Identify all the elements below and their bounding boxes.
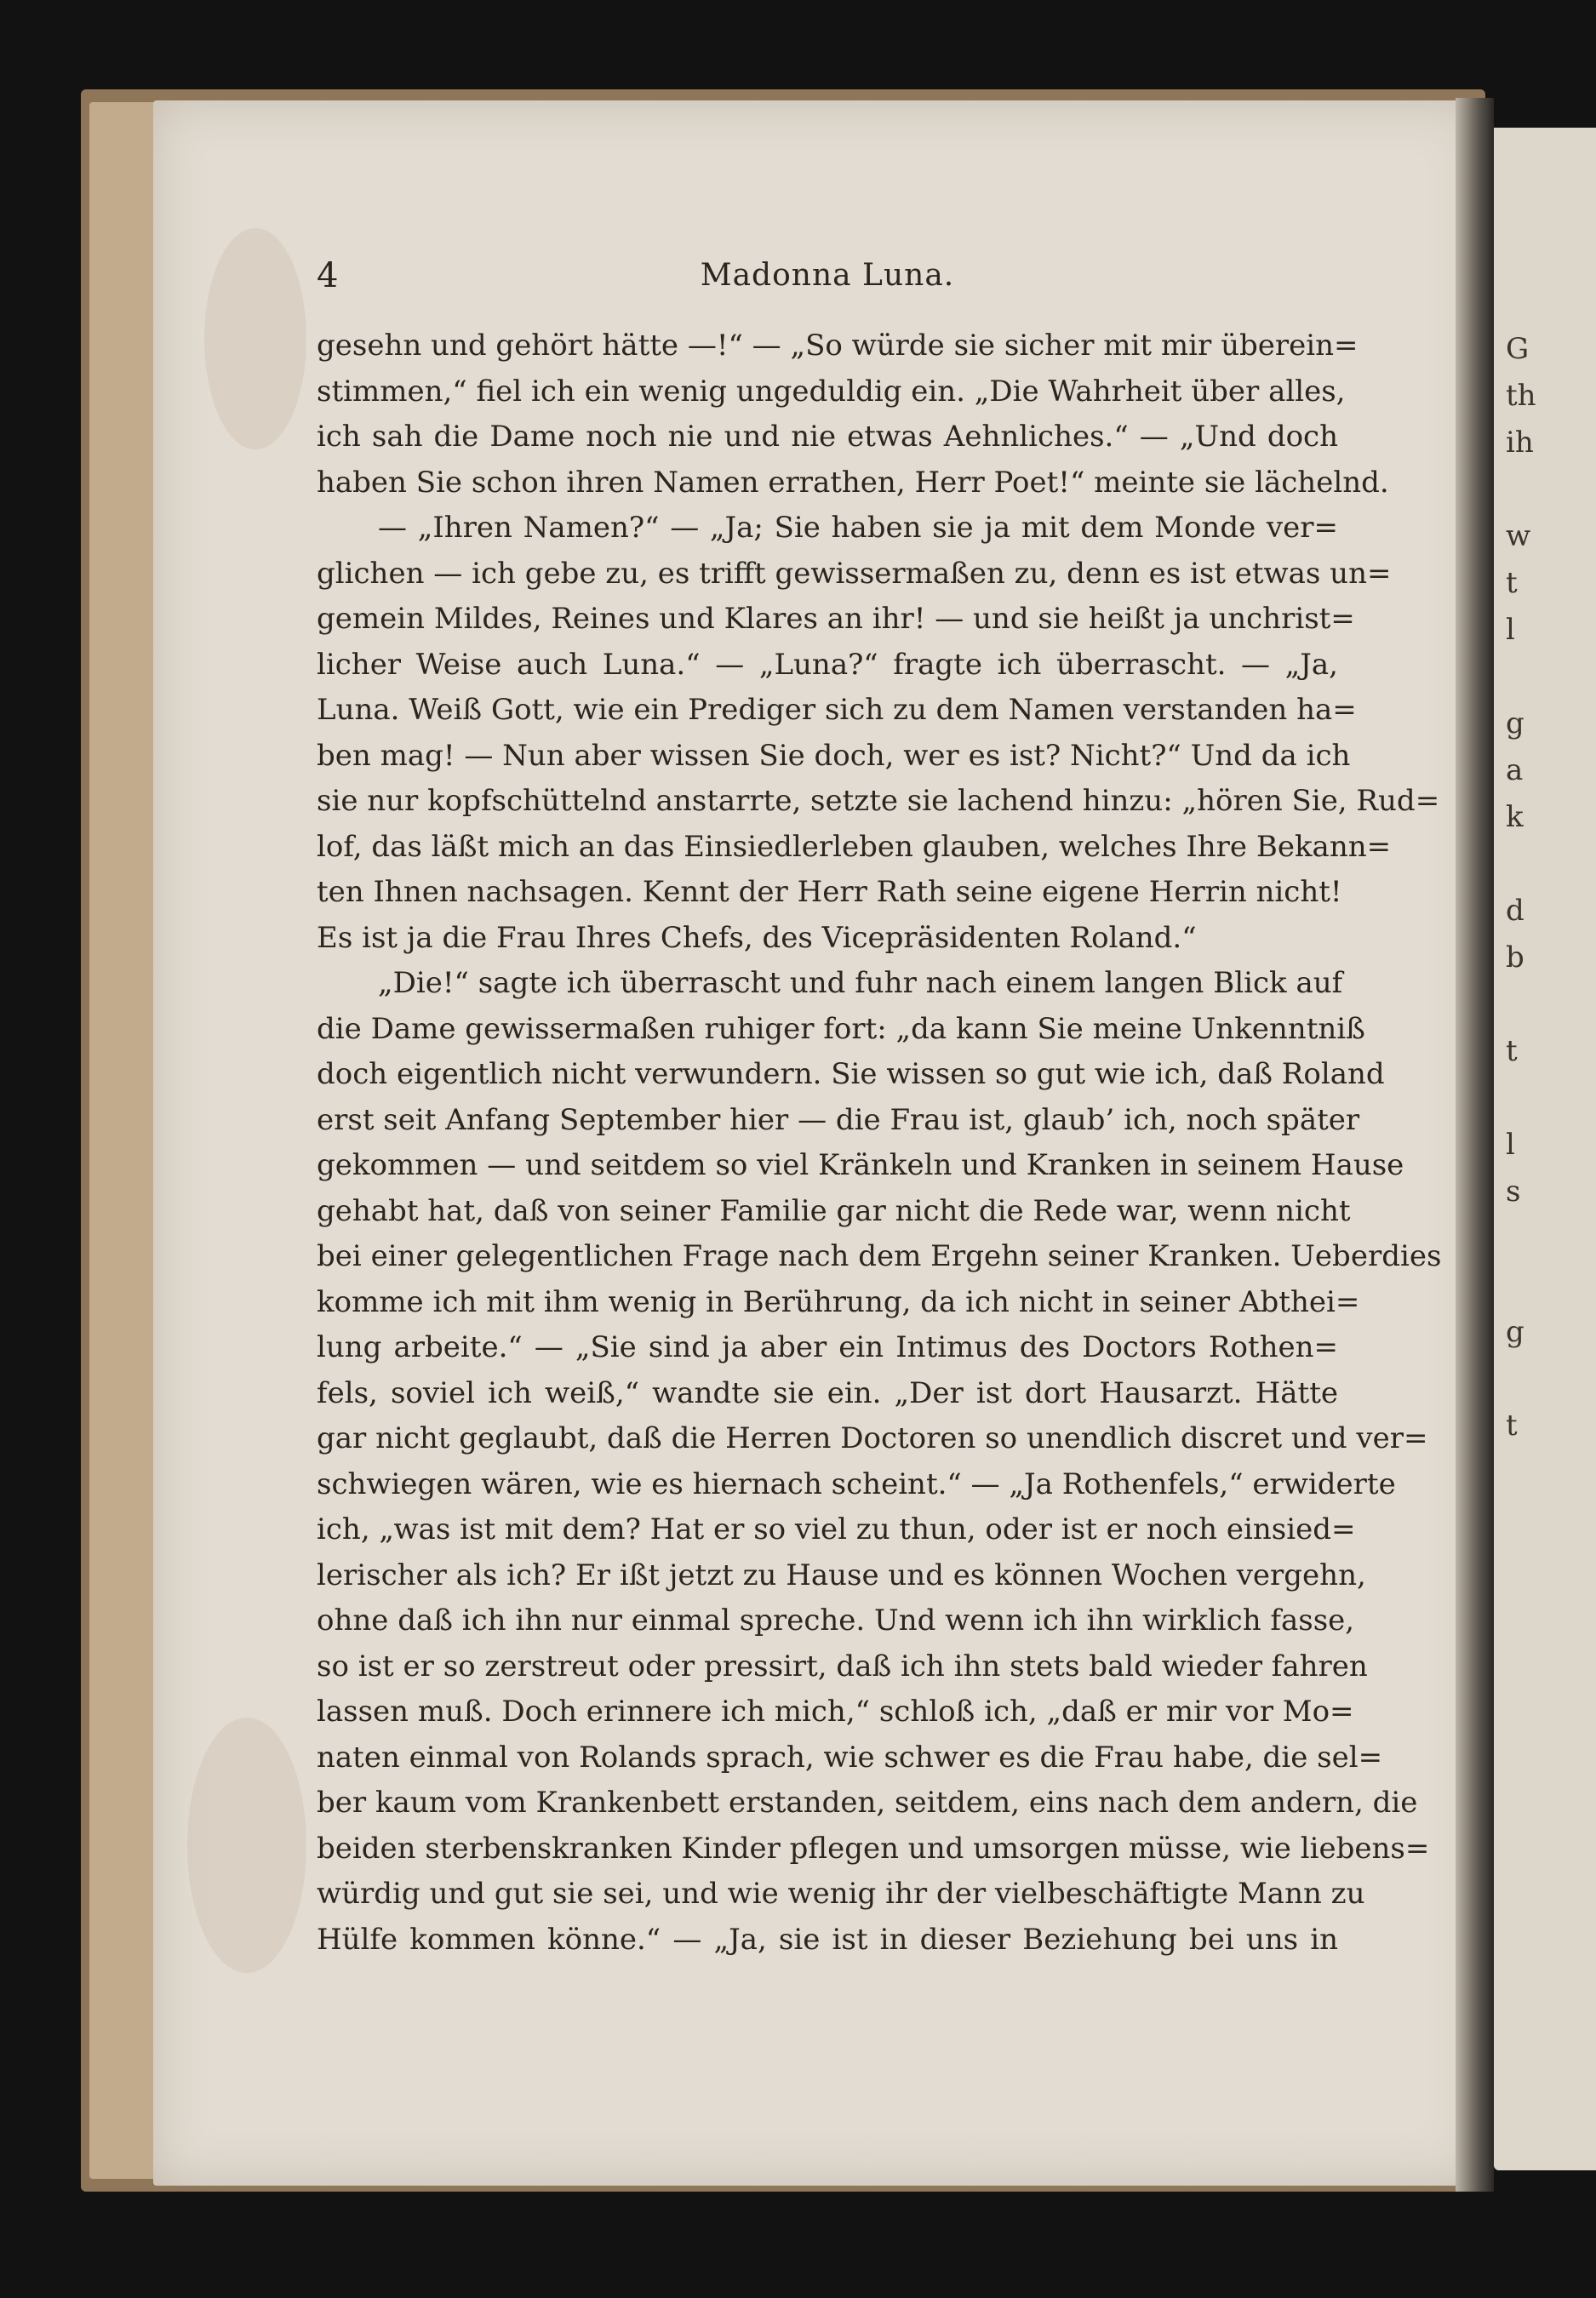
text-line: die Dame gewissermaßen ruhiger fort: „da kann Sie meine Unkenntniß (317, 1011, 1365, 1046)
text-line: doch eigentlich nicht verwundern. Sie wissen so gut wie ich, daß Roland (317, 1057, 1385, 1091)
text-line: gemein Mildes, Reines und Klares an ihr! — und sie heißt ja unchrist= (317, 602, 1355, 636)
text-line: so ist er so zerstreut oder pressirt, daß ich ihn stets bald wieder fahren (317, 1649, 1368, 1683)
text-line: stimmen,“ fiel ich ein wenig ungeduldig ein. „Die Wahrheit über alles, (317, 374, 1346, 409)
page-header (317, 254, 1338, 298)
page-number: 4 (317, 256, 339, 295)
text-line: gar nicht geglaubt, daß die Herren Doctoren so unendlich discret und ver= (317, 1421, 1428, 1455)
text-line: ich sah die Dame noch nie und nie etwas Aehnliches.“ — „Und doch (317, 420, 1338, 454)
text-line: ohne daß ich ihn nur einmal spreche. Und wenn ich ihn wirklich fasse, (317, 1603, 1355, 1638)
text-line: sie nur kopfschüttelnd anstarrte, setzte sie lachend hinzu: „hören Sie, Rud= (317, 784, 1440, 818)
facing-page-fragment: ih (1506, 426, 1534, 460)
text-line: Es ist ja die Frau Ihres Chefs, des Vicepräsidenten Roland.“ (317, 920, 1197, 955)
text-line: bei einer gelegentlichen Frage nach dem Ergehn seiner Kranken. Ueberdies (317, 1239, 1442, 1273)
text-line: würdig und gut sie sei, und wie wenig ihr der vielbeschäftigte Mann zu (317, 1877, 1365, 1911)
facing-page-fragment: t (1506, 1034, 1518, 1068)
text-line: — „Ihren Namen?“ — „Ja; Sie haben sie ja mit dem Monde ver= (378, 511, 1338, 545)
facing-page-fragment: b (1506, 940, 1524, 975)
running-title: Madonna Luna. (700, 258, 955, 293)
text-line: fels, soviel ich weiß,“ wandte sie ein. „Der ist dort Hausarzt. Hätte (317, 1375, 1338, 1410)
facing-page-fragment: g (1506, 706, 1524, 740)
facing-page-fragment: th (1506, 379, 1536, 413)
text-line: lung arbeite.“ — „Sie sind ja aber ein Intimus des Doctors Rothen= (317, 1330, 1338, 1364)
text-line: licher Weise auch Luna.“ — „Luna?“ fragte ich überrascht. — „Ja, (317, 647, 1338, 682)
facing-page-fragment: g (1506, 1315, 1524, 1349)
facing-page-fragment: k (1506, 800, 1524, 834)
facing-page-fragment: l (1506, 613, 1515, 647)
facing-page-fragment: t (1506, 1409, 1518, 1443)
book-gutter (1456, 98, 1494, 2192)
text-line: gehabt hat, daß von seiner Familie gar nicht die Rede war, wenn nicht (317, 1193, 1351, 1228)
text-line: Hülfe kommen könne.“ — „Ja, sie ist in dieser Beziehung bei uns in (317, 1922, 1338, 1957)
text-line: ich, „was ist mit dem? Hat er so viel zu thun, oder ist er noch einsied= (317, 1512, 1356, 1546)
text-line: „Die!“ sagte ich überrascht und fuhr nach einem langen Blick auf (378, 966, 1343, 1000)
text-line: haben Sie schon ihren Namen errathen, Herr Poet!“ meinte sie lächelnd. (317, 465, 1389, 500)
facing-page-fragment: l (1506, 1128, 1515, 1162)
text-line: gesehn und gehört hätte —!“ — „So würde sie sicher mit mir überein= (317, 329, 1359, 363)
text-line: lassen muß. Doch erinnere ich mich,“ schloß ich, „daß er mir vor Mo= (317, 1695, 1354, 1729)
facing-page-fragment: G (1506, 332, 1530, 366)
facing-page-fragment: t (1506, 566, 1518, 600)
text-line: glichen — ich gebe zu, es trifft gewissermaßen zu, denn es ist etwas un= (317, 556, 1392, 591)
text-line: naten einmal von Rolands sprach, wie schwer es die Frau habe, die sel= (317, 1740, 1383, 1775)
page-stain (204, 228, 306, 449)
facing-page-fragment: d (1506, 894, 1524, 928)
page-stain (187, 1718, 306, 1973)
facing-page (1494, 128, 1596, 2170)
text-line: ber kaum vom Krankenbett erstanden, seitdem, eins nach dem andern, die (317, 1786, 1418, 1820)
text-line: komme ich mit ihm wenig in Berührung, da ich nicht in seiner Abthei= (317, 1284, 1360, 1319)
facing-page-fragment: w (1506, 519, 1531, 553)
text-line: gekommen — und seitdem so viel Kränkeln und Kranken in seinem Hause (317, 1148, 1404, 1182)
text-line: lerischer als ich? Er ißt jetzt zu Hause und es können Wochen vergehn, (317, 1558, 1366, 1592)
facing-page-fragment: a (1506, 753, 1524, 787)
facing-page-fragment: s (1506, 1175, 1521, 1209)
text-line: Luna. Weiß Gott, wie ein Prediger sich zu dem Namen verstanden ha= (317, 693, 1357, 727)
text-line: erst seit Anfang September hier — die Frau ist, glaub’ ich, noch später (317, 1102, 1360, 1137)
text-line: beiden sterbenskranken Kinder pflegen und umsorgen müsse, wie liebens= (317, 1831, 1430, 1866)
text-line: schwiegen wären, wie es hiernach scheint.“ — „Ja Rothenfels,“ erwiderte (317, 1466, 1396, 1501)
text-line: lof, das läßt mich an das Einsiedlerleben glauben, welches Ihre Bekann= (317, 829, 1392, 864)
body-text (317, 323, 1442, 1963)
text-line: ben mag! — Nun aber wissen Sie doch, wer es ist? Nicht?“ Und da ich (317, 738, 1351, 773)
text-line: ten Ihnen nachsagen. Kennt der Herr Rath seine eigene Herrin nicht! (317, 875, 1342, 909)
